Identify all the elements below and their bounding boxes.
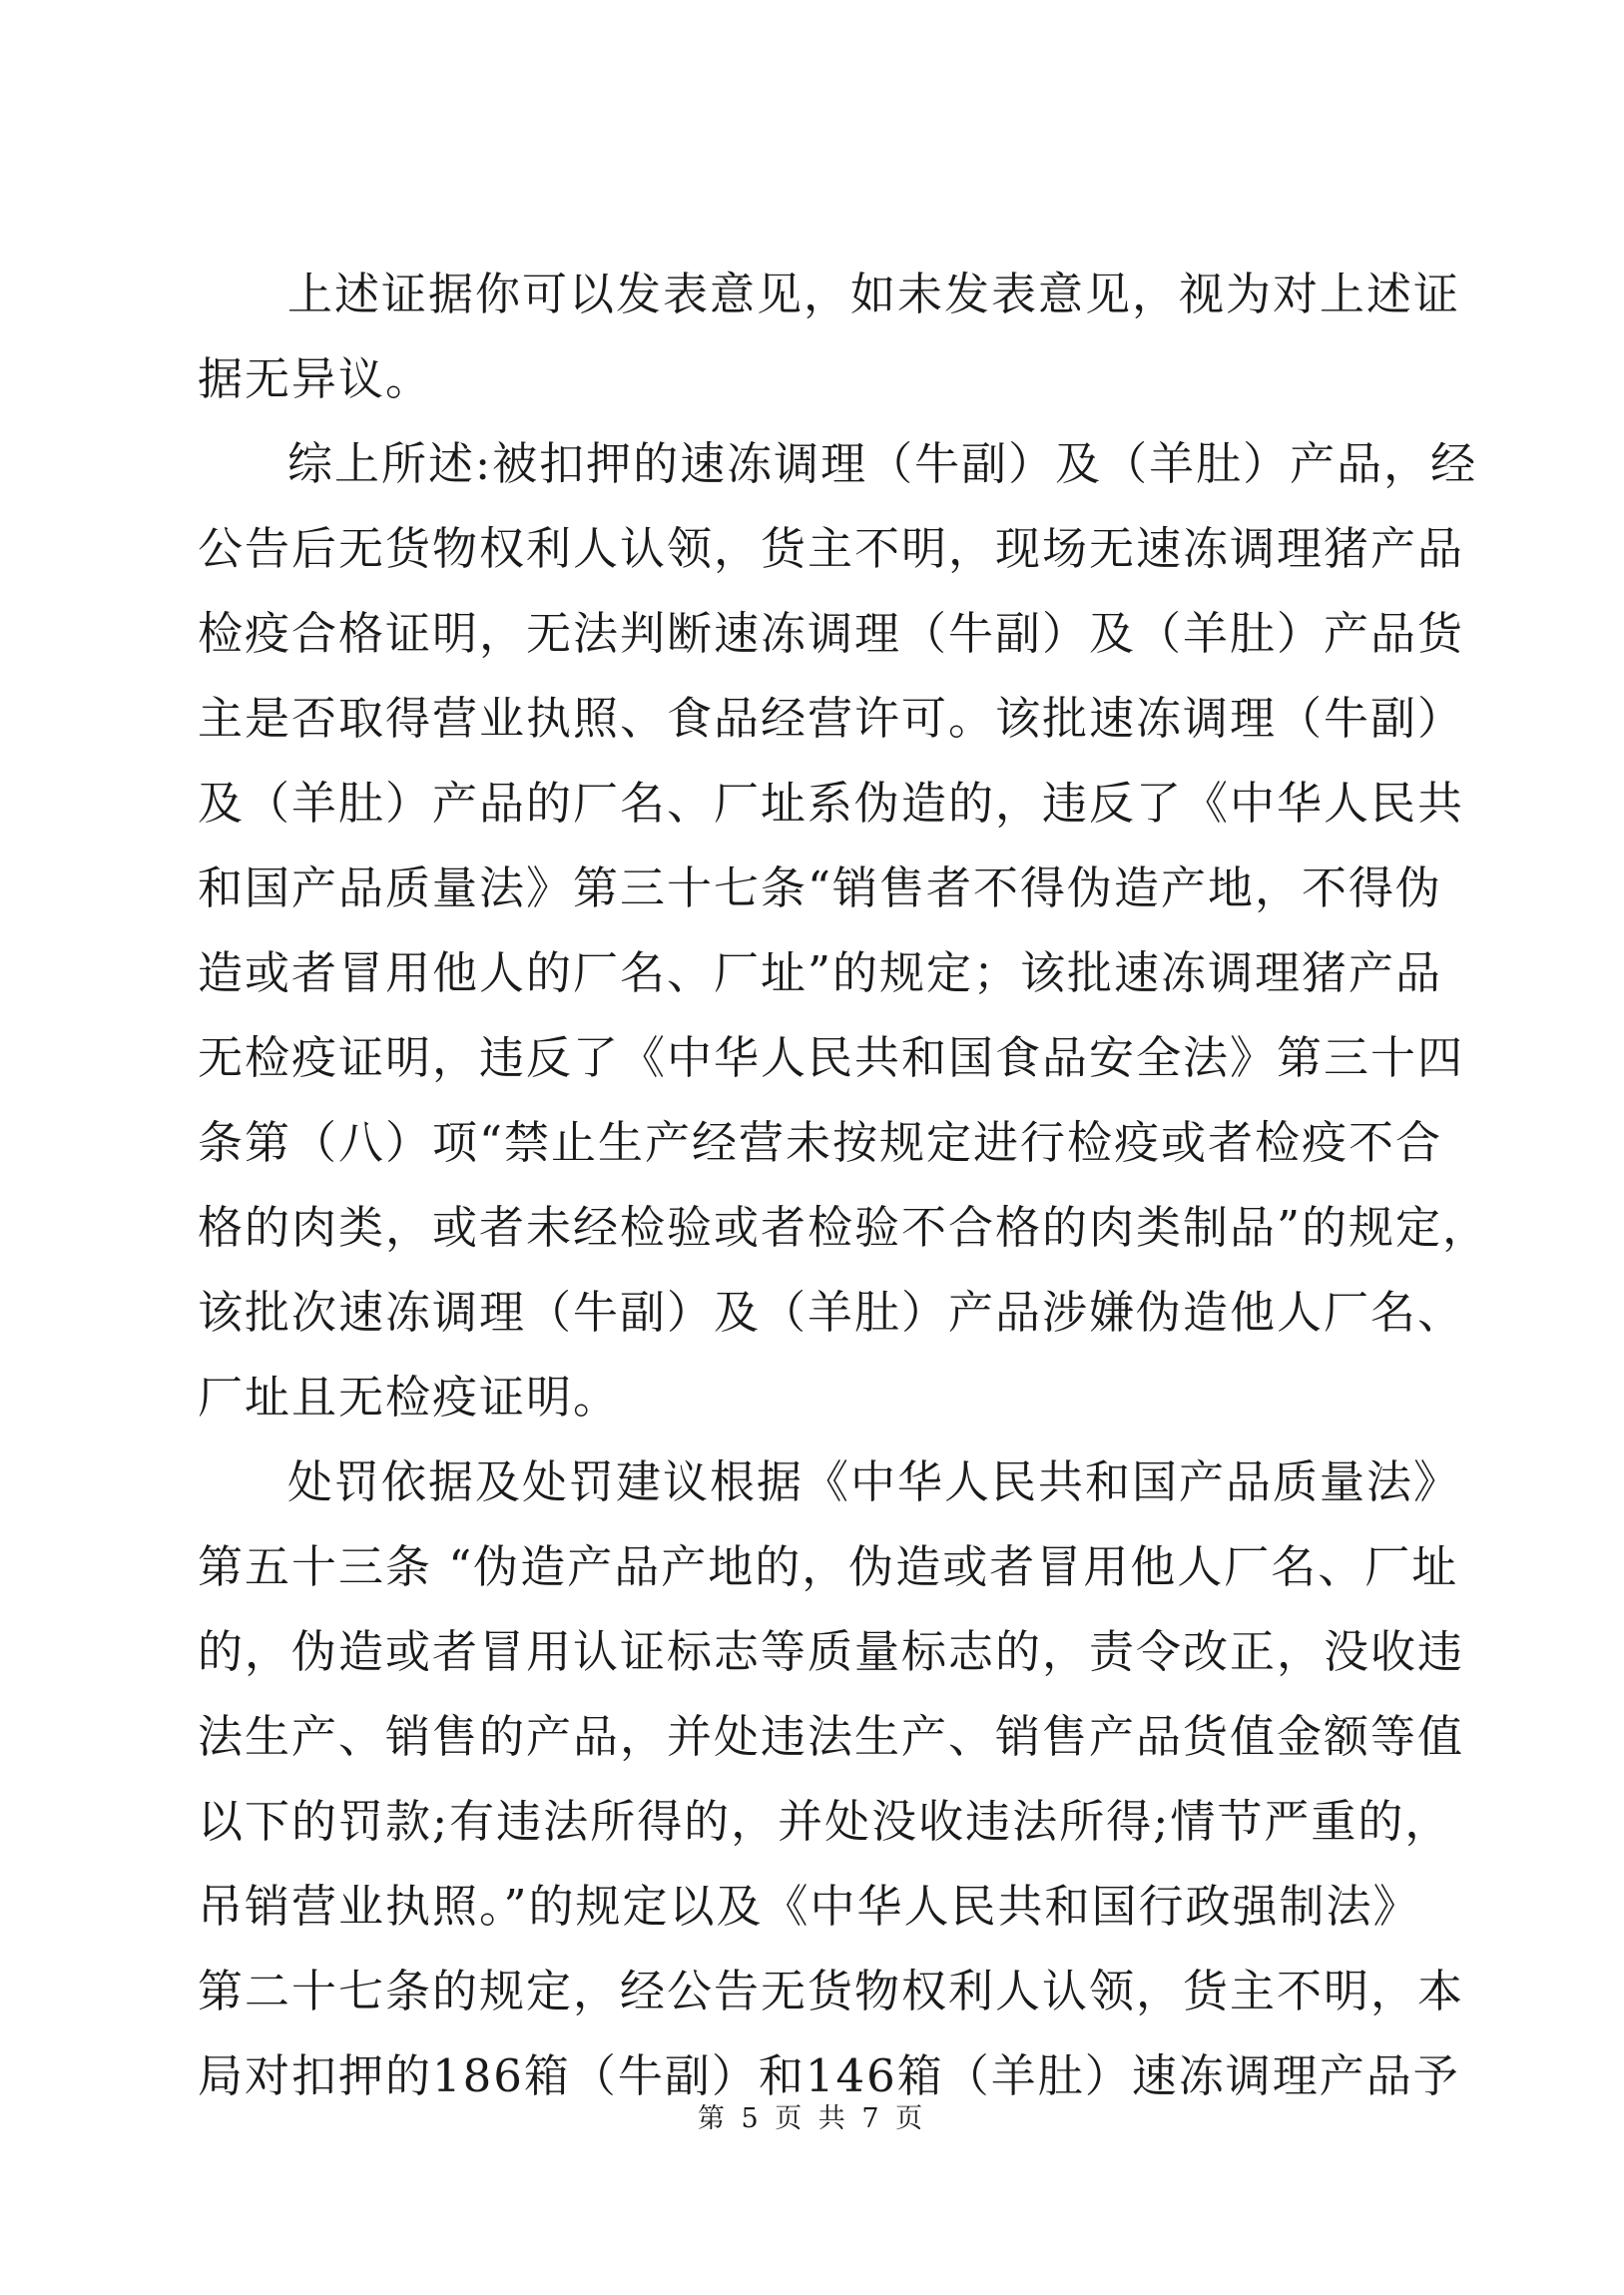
text-line: 第二十七条的规定，经公告无货物权利人认领，货主不明，本: [198, 1965, 1465, 2017]
text-line: 的，伪造或者冒用认证标志等质量标志的，责令改正，没收违: [198, 1625, 1465, 1678]
text-line: 法生产、销售的产品，并处违法生产、销售产品货值金额等值: [198, 1710, 1465, 1763]
text-line: 上述证据你可以发表意见，如未发表意见，视为对上述证: [287, 268, 1461, 320]
text-line: 主是否取得营业执照、食品经营许可。该批速冻调理（牛副）: [198, 692, 1465, 745]
text-line: 第五十三条 “伪造产品产地的，伪造或者冒用他人厂名、厂址: [198, 1540, 1459, 1593]
text-line: 该批次速冻调理（牛副）及（羊肚）产品涉嫌伪造他人厂名、: [198, 1286, 1465, 1339]
text-line: 吊销营业执照。”的规定以及《中华人民共和国行政强制法》: [198, 1880, 1420, 1933]
text-line: 造或者冒用他人的厂名、厂址”的规定；该批速冻调理猪产品: [198, 946, 1443, 999]
text-line: 以下的罚款;有违法所得的，并处没收违法所得;情节严重的，: [198, 1795, 1452, 1848]
paragraph-evidence: [198, 252, 1461, 421]
text-line: 及（羊肚）产品的厂名、厂址系伪造的，违反了《中华人民共: [198, 777, 1465, 830]
body-text: [198, 252, 1490, 2118]
text-line: 检疫合格证明，无法判断速冻调理（牛副）及（羊肚）产品货: [198, 607, 1465, 660]
text-line: 据无异议。: [198, 352, 433, 405]
text-line: 格的肉类，或者未经检验或者检验不合格的肉类制品”的规定，: [198, 1201, 1490, 1254]
text-line: 局对扣押的186箱（牛副）和146箱（羊肚）速冻调理产品予: [198, 2049, 1460, 2102]
page-footer: 第 5 页 共 7 页: [697, 2103, 927, 2134]
paragraph-summary: [198, 421, 1490, 1439]
text-line: 条第（八）项“禁止生产经营未按规定进行检疫或者检疫不合: [198, 1116, 1443, 1169]
text-line: 处罚依据及处罚建议根据《中华人民共和国产品质量法》: [287, 1455, 1461, 1508]
text-line: 和国产品质量法》第三十七条“销售者不得伪造产地，不得伪: [198, 861, 1443, 914]
text-line: 厂址且无检疫证明。: [198, 1371, 621, 1424]
paragraph-penalty-basis: [198, 1439, 1465, 2118]
text-line: 无检疫证明，违反了《中华人民共和国食品安全法》第三十四: [198, 1031, 1465, 1084]
text-line: 综上所述:被扣押的速冻调理（牛副）及（羊肚）产品，经: [287, 437, 1478, 490]
text-line: 公告后无货物权利人认领，货主不明，现场无速冻调理猪产品: [198, 522, 1465, 575]
